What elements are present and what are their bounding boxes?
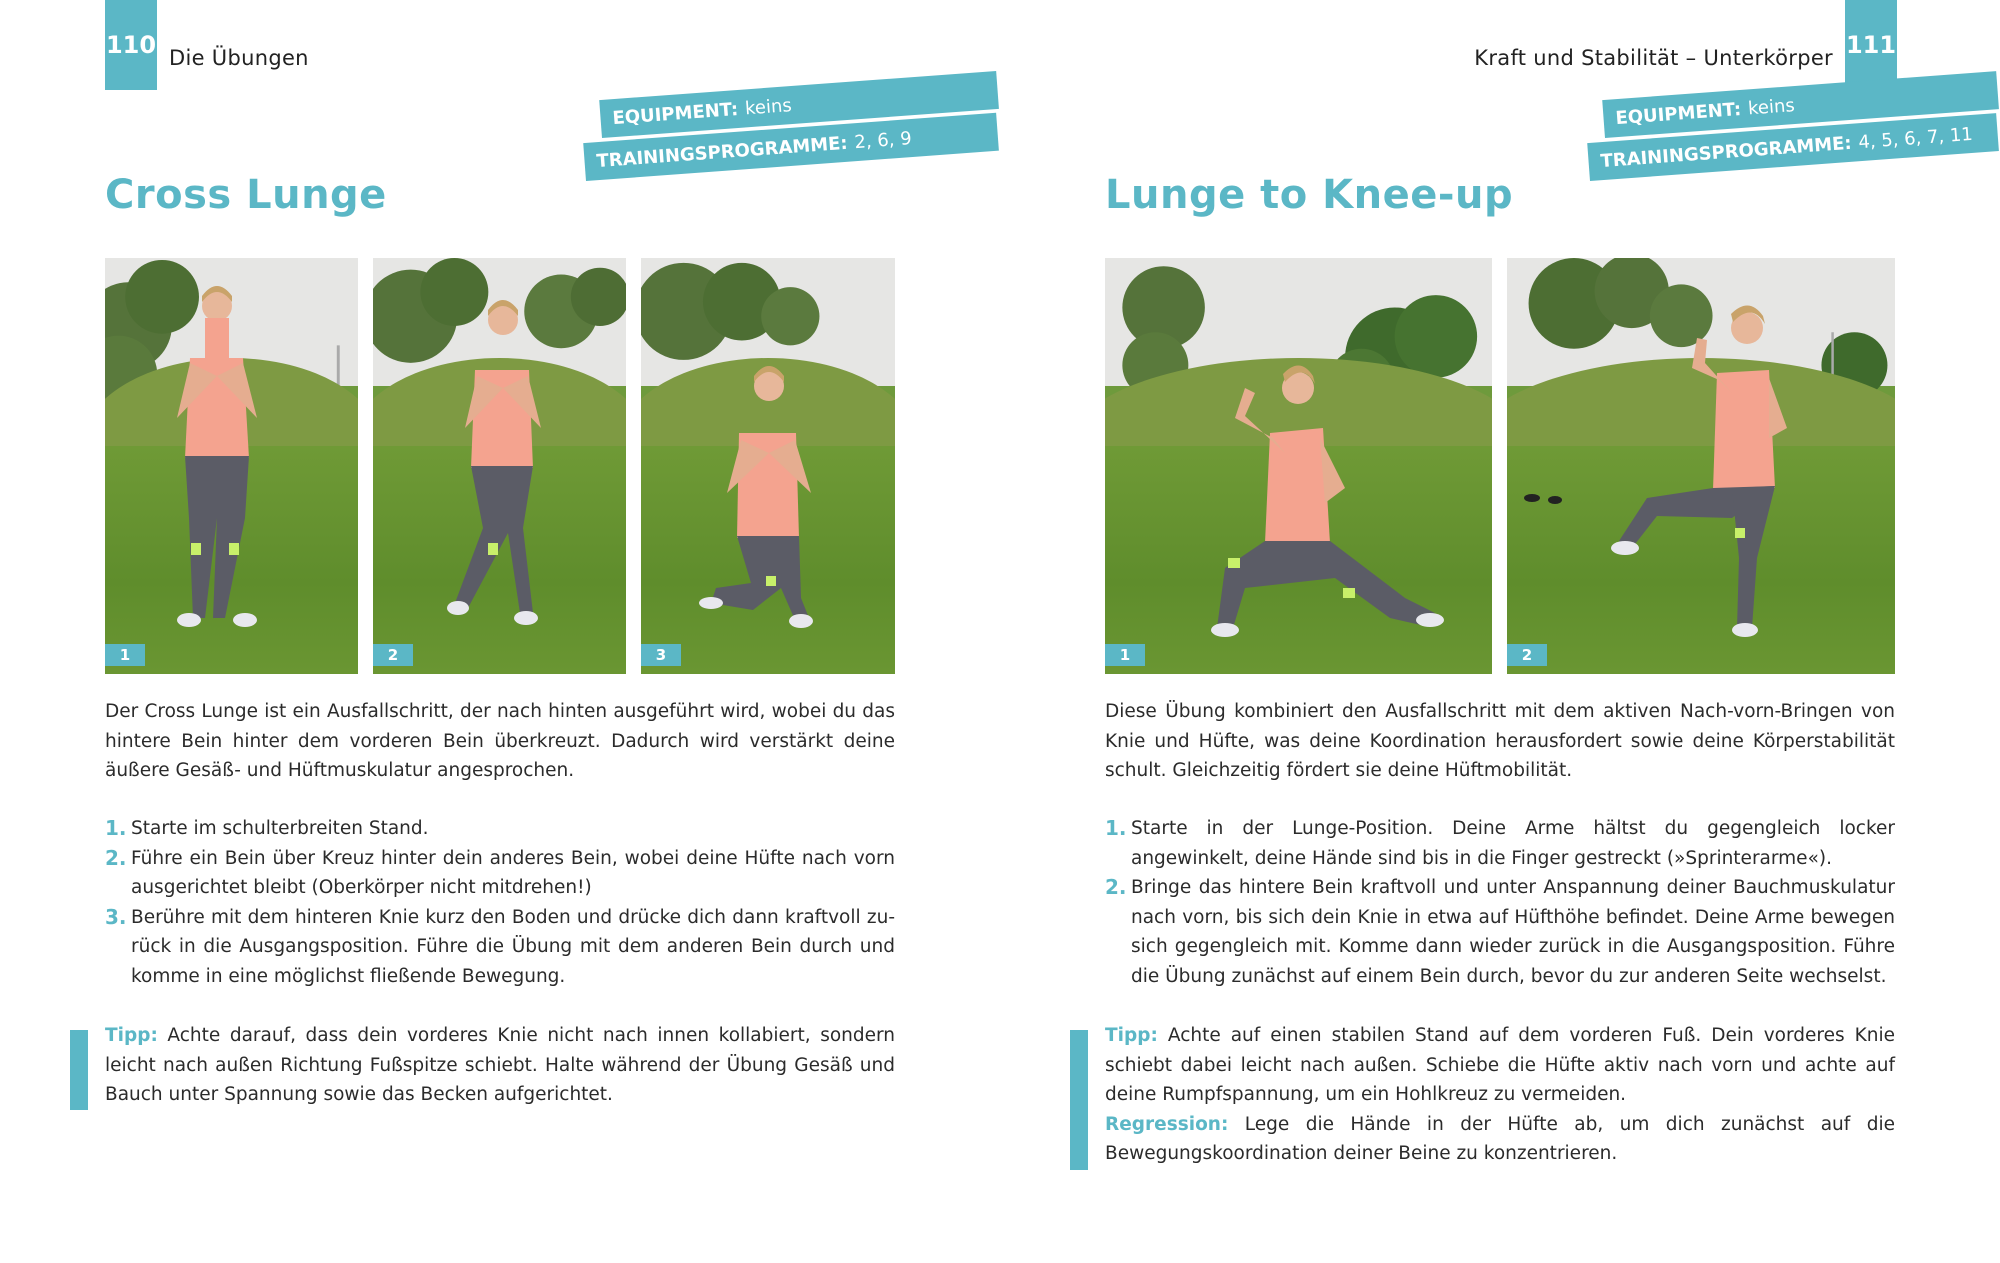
step-number: 1.	[105, 816, 127, 840]
equipment-value: keins	[1747, 94, 1796, 119]
regression-label: Regression:	[1105, 1113, 1229, 1135]
step-item	[1105, 873, 1895, 991]
programs-value: 4, 5, 6, 7, 11	[1857, 123, 1974, 153]
steps-list	[105, 814, 895, 991]
step-item	[105, 903, 895, 992]
step-item	[105, 814, 895, 844]
photo-number-badge: 3	[641, 644, 681, 666]
equipment-label: EQUIPMENT:	[1614, 98, 1742, 129]
step-number: 2.	[105, 845, 127, 870]
photo-number-badge: 2	[1507, 644, 1547, 666]
running-head: Die Übungen	[169, 46, 309, 70]
step-text: Starte im schulterbreiten Stand.	[131, 818, 429, 839]
intro-paragraph: Der Cross Lunge ist ein Ausfallschritt, der nach hinten ausgeführt wird, wobei du das hintere Bein hinter dem vorderen Bein überkreuzt. Dadurch wird verstärkt deine äußere Gesäß- und Hüftmuskulatur angesprochen.	[105, 701, 895, 781]
step-number: 2.	[1105, 875, 1127, 899]
right-page	[1000, 0, 2000, 1263]
exercise-photo	[373, 258, 626, 674]
step-text: Bringe das hintere Bein kraftvoll und unter Anspannung deiner Bauchmuskulatur nach vorn, bis sich dein Knie in etwa auf Hüfthöhe befindet. Deine Arme bewegen sich gegengleich mit. Komme dann wieder zurück in die Ausgangsposition. Führe die Übung zunächst auf einem Bein durch, bevor du zur anderen Seite wechselst.	[1131, 877, 1895, 987]
exercise-photo	[105, 258, 358, 674]
step-number: 3.	[105, 904, 127, 929]
exercise-photo	[641, 258, 895, 674]
step-text: Berühre mit dem hinteren Knie kurz den Boden und drücke dich dann kraftvoll zurück in die Ausgangsposition. Führe die Übung mit dem anderen Bein durch und komme in eine möglichst fließende Bewegung.	[131, 906, 895, 987]
step-item	[105, 844, 895, 903]
exercise-title: Cross Lunge	[105, 172, 387, 218]
regression-text: Lege die Hände in der Hüfte ab, um dich zunächst auf die Bewegungskoordination deiner Beine zu konzentrieren.	[1105, 1113, 1895, 1164]
step-text: Starte in der Lunge-Position. Deine Arme hältst du gegengleich locker angewinkelt, deine Hände sind bis in die Finger gestreckt (»Sprinterarme«).	[1131, 818, 1895, 869]
running-head: Kraft und Stabilität – Unterkörper	[1474, 46, 1833, 70]
tip-accent-bar	[70, 1030, 88, 1110]
exercise-title: Lunge to Knee-up	[1105, 172, 1514, 218]
step-text: Führe ein Bein über Kreuz hinter dein anderes Bein, wobei deine Hüfte nach vorn ausgerichtet bleibt (Oberkörper nicht mitdrehen!)	[131, 847, 895, 898]
exercise-photo	[1105, 258, 1492, 674]
intro-paragraph: Diese Übung kombiniert den Ausfallschritt mit dem aktiven Nach-vorn-Bringen von Knie und Hüfte, was deine Koordination herausfordert sowie deine Körperstabilität schult. Gleichzeitig fördert sie deine Hüftmobilität.	[1105, 701, 1895, 781]
tip-text: Achte darauf, dass dein vorderes Knie nicht nach innen kollabiert, sondern leicht nach außen Richtung Fußspitze schiebt. Halte während der Übung Gesäß und Bauch unter Spannung sowie das Becken aufgerichtet.	[105, 1025, 896, 1105]
programs-value: 2, 6, 9	[853, 127, 913, 153]
programs-label: TRAININGSPROGRAMME:	[595, 132, 849, 172]
tip-label: Tipp:	[105, 1025, 158, 1046]
photo-number-badge: 1	[1105, 644, 1145, 666]
equipment-label: EQUIPMENT:	[611, 98, 739, 129]
steps-list	[1105, 814, 1895, 991]
exercise-photo	[1507, 258, 1895, 674]
tip-paragraph	[105, 1021, 895, 1110]
step-item	[1105, 814, 1895, 873]
page-number-tab: 111	[1845, 0, 1897, 90]
tip-accent-bar	[1070, 1030, 1088, 1170]
photo-number-badge: 1	[105, 644, 145, 666]
page-number-tab: 110	[105, 0, 157, 90]
photo-number-badge: 2	[373, 644, 413, 666]
equipment-value: keins	[744, 94, 793, 119]
tip-label: Tipp:	[1105, 1025, 1158, 1046]
tip-paragraph	[1105, 1021, 1895, 1169]
tip-text: Achte auf einen stabilen Stand auf dem vorderen Fuß. Dein vorderes Knie schiebt dabei leicht nach außen. Schiebe die Hüfte aktiv nach vorn und achte auf deine Rumpfspannung, um ein Hohlkreuz zu vermeiden.	[1105, 1025, 1895, 1105]
step-number: 1.	[1105, 816, 1127, 840]
programs-label: TRAININGSPROGRAMME:	[1599, 132, 1853, 172]
